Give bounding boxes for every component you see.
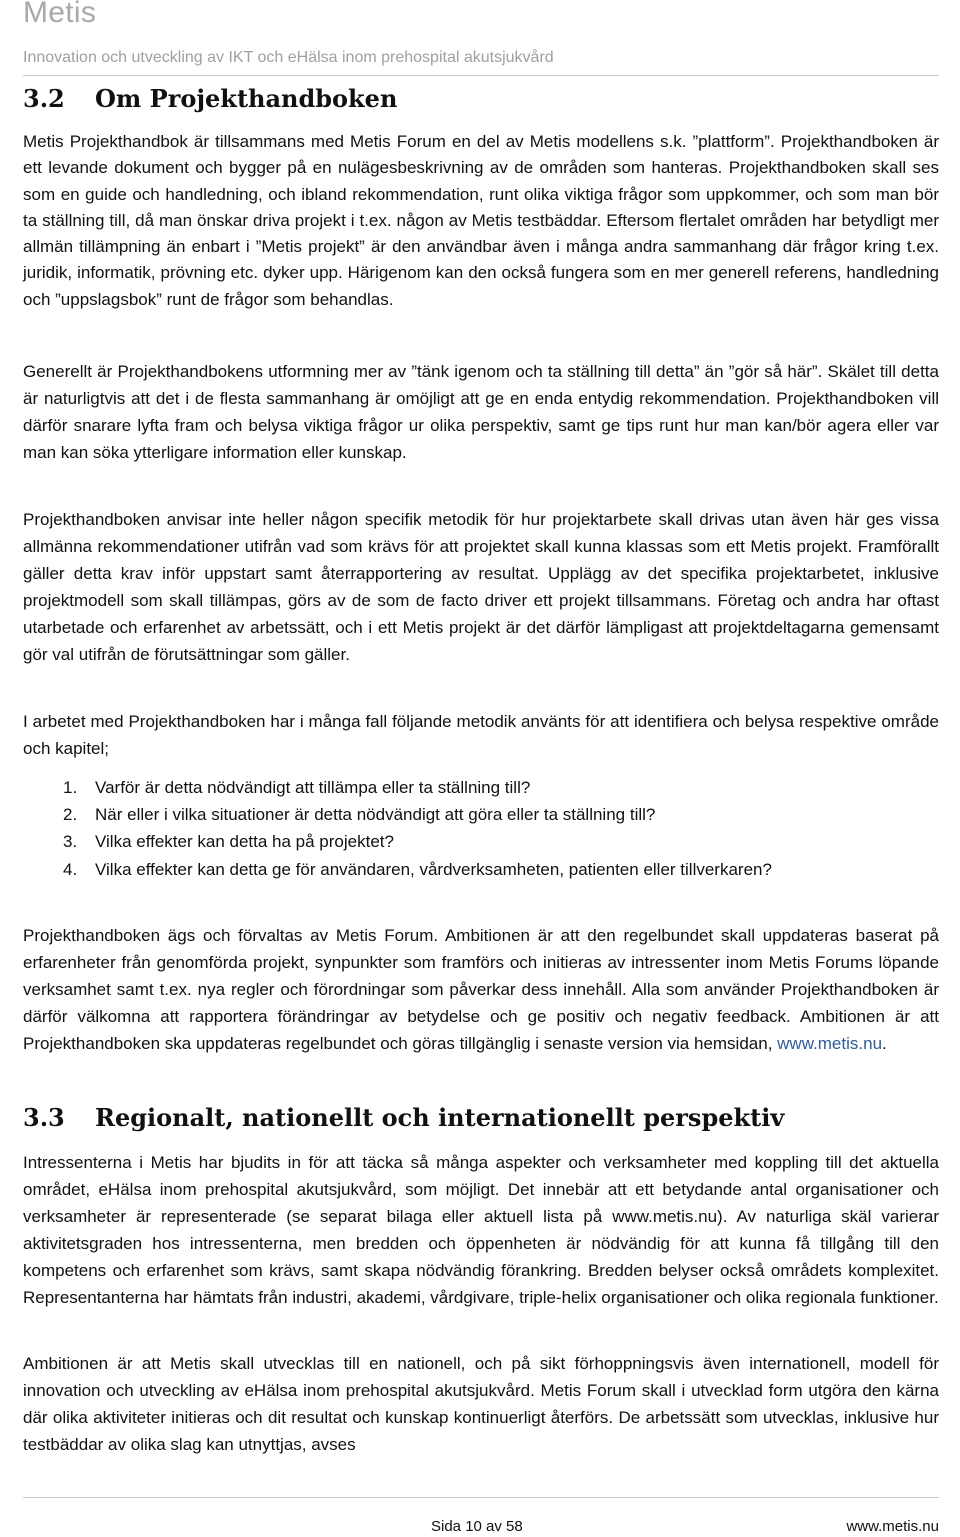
list-item <box>23 856 772 883</box>
section-title: Om Projekthandboken <box>95 84 398 113</box>
list-text: Vilka effekter kan detta ge för användaren, vårdverksamheten, patienten eller tillverkaren? <box>95 859 772 879</box>
section-number: 3.2 <box>23 84 65 113</box>
section-heading-3-3 <box>23 1103 784 1132</box>
header-brand: Metis <box>23 0 97 29</box>
paragraph: Metis Projekthandbok är tillsammans med Metis Forum en del av Metis modellens s.k. ”plattform”. Projekthandboken är ett levande dokument och bygger på en nulägesbeskrivning av de områden som hanteras. Projekthandboken skall ses som en guide och handledning, och ibland rekommendation, runt olika viktiga frågor som uppkommer, och som man bör ta ställning till, då man önskar driva projekt i t.ex. någon av Metis testbäddar. Eftersom flertalet områden har betydligt mer allmän tillämpning än enbart i ”Metis projekt” är den användbar även i många andra sammanhang där frågor kring t.ex. juridik, informatik, prövning etc. dyker upp. Härigenom kan den också fungera som en mer generell referens, handledning och ”uppslagsbok” runt de frågor som behandlas. <box>23 132 939 309</box>
list-item <box>23 801 772 828</box>
footer-website: www.metis.nu <box>846 1518 939 1535</box>
footer-divider <box>23 1497 939 1498</box>
paragraph-ownership <box>23 922 939 1057</box>
paragraph: Ambitionen är att Metis skall utvecklas till en nationell, och på sikt förhoppningsvis även internationell, modell för innovation och utveckling av eHälsa inom prehospital akutsjukvård. Metis Forum skall i utvecklad form utgöra den kärna där olika aktiviteter initieras och dit resultat och kunskap kontinuerligt återförs. De arbetssätt som utvecklas, inklusive hur testbäddar av olika slag kan utnyttjas, avses <box>23 1354 939 1454</box>
paragraph: I arbetet med Projekthandboken har i många fall följande metodik använts för att identifiera och belysa respektive område och kapitel; <box>23 712 939 758</box>
page-number: Sida 10 av 58 <box>431 1518 523 1535</box>
list-number: 2. <box>63 805 78 825</box>
list-number: 4. <box>63 859 78 879</box>
method-question-list <box>23 774 772 883</box>
paragraph: Generellt är Projekthandbokens utformning mer av ”tänk igenom och ta ställning till detta” än ”gör så här”. Skälet till detta är naturligtvis att det i de flesta sammanhang är omöjligt att ge en enda entydig rekommendation. Projekthandboken vill därför snarare lyfta fram och belysa viktiga frågor ur olika perspektiv, samt ge tips runt hur man kan/bör agera eller var man kan söka ytterligare information eller kunskap. <box>23 362 939 462</box>
section-title: Regionalt, nationellt och internationellt perspektiv <box>95 1103 785 1132</box>
list-number: 1. <box>63 778 78 797</box>
list-text: Varför är detta nödvändigt att tillämpa eller ta ställning till? <box>95 778 531 797</box>
ownership-end: . <box>882 1034 887 1053</box>
list-item <box>23 774 772 801</box>
paragraph: Intressenterna i Metis har bjudits in för att täcka så många aspekter och verksamheter med koppling till det aktuella området, eHälsa inom prehospital akutsjukvård, som möjligt. Det innebär att ett betydande antal organisationer och verksamheter är representerade (se separat bilaga eller aktuell lista på www.metis.nu). Av naturliga skäl varierar aktivitetsgraden hos intressenterna, men bredden och öppenheten är nödvändig för att kunna få tillgång till den kompetens och erfarenhet som krävs, samt skapa nödvändig förankring. Bredden belyser också områdets komplexitet. Representanterna har hämtats från industri, akademi, vårdgivare, triple-helix organisationer och olika regionala funktioner. <box>23 1153 939 1307</box>
ownership-text: Projekthandboken ägs och förvaltas av Metis Forum. Ambitionen är att den regelbundet skall uppdateras baserat på erfarenheter från genomförda projekt, synpunkter som framförs och initieras av intressenter inom Metis Forums löpande verksamhet samt t.ex. nya regler och förordningar som påverkar dess innehåll. Alla som använder Projekthandboken är därför välkomna att rapportera förändringar av betydelse och ge positiv och negativ feedback. Ambitionen är att Projekthandboken ska uppdateras regelbundet och göras tillgänglig i senaste version via hemsidan, <box>23 926 939 1053</box>
list-item <box>23 828 772 855</box>
header-subtitle: Innovation och utveckling av IKT och eHälsa inom prehospital akutsjukvård <box>23 49 554 66</box>
website-link[interactable]: www.metis.nu <box>777 1034 883 1053</box>
list-number: 3. <box>63 832 78 852</box>
header-divider <box>23 75 939 76</box>
list-text: Vilka effekter kan detta ha på projektet? <box>95 832 394 852</box>
list-text: När eller i vilka situationer är detta nödvändigt att göra eller ta ställning till? <box>95 805 656 825</box>
section-number: 3.3 <box>23 1103 65 1132</box>
section-heading-3-2 <box>23 84 397 113</box>
paragraph: Projekthandboken anvisar inte heller någon specifik metodik för hur projektarbete skall drivas utan även här ges vissa allmänna rekommendationer utifrån vad som krävs för att projektet skall kunna klassas som ett Metis projekt. Framförallt gäller detta krav inför uppstart samt återrapportering av resultat. Upplägg av det specifika projektarbetet, inklusive projektmodell som skall tillämpas, görs av de som de facto driver ett projekt tillsammans. Företag och andra har oftast utarbetade och erfarenhet av arbetssätt, och i ett Metis projekt är det därför lämpligast att projektdeltagarna gemensamt gör val utifrån de förutsättningar som gäller. <box>23 510 939 664</box>
